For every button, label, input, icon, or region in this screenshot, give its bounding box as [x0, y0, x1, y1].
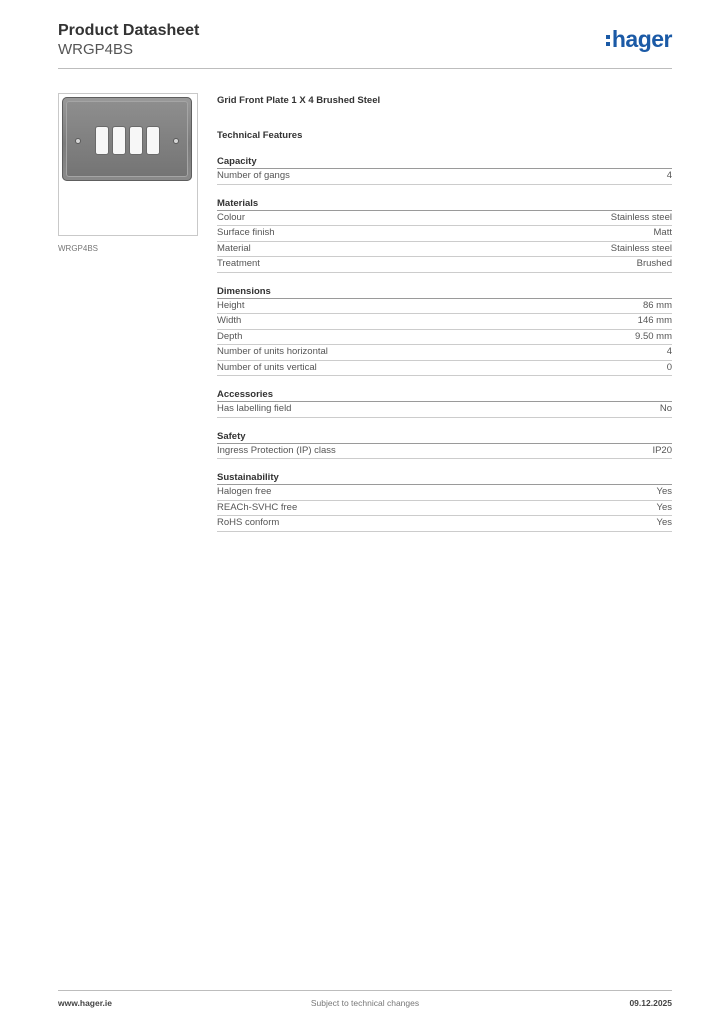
spec-label: Colour: [217, 211, 245, 223]
spec-value: Yes: [656, 486, 672, 497]
page-header: [58, 22, 672, 68]
footer-notice: Subject to technical changes: [310, 998, 420, 1008]
section-title: Sustainability: [217, 471, 672, 485]
section-title: Accessories: [217, 388, 672, 402]
header-divider: [58, 68, 672, 69]
screw-right-icon: [173, 138, 179, 144]
footer-website-link[interactable]: www.hager.ie: [58, 998, 113, 1008]
spec-row: [217, 299, 672, 315]
gang-opening: [95, 126, 109, 155]
front-plate-graphic: [62, 97, 192, 181]
spec-row: [217, 242, 672, 258]
gang-opening: [129, 126, 143, 155]
footer-date: 09.12.2025: [629, 998, 672, 1008]
logo-wordmark: hager: [611, 26, 672, 52]
spec-row: [217, 516, 672, 532]
spec-value: 9.50 mm: [635, 330, 672, 342]
spec-value: 86 mm: [642, 299, 672, 311]
spec-value: 4: [666, 170, 672, 181]
section-title: Capacity: [217, 155, 672, 169]
spec-section: [217, 471, 672, 532]
spec-value: No: [659, 403, 672, 414]
spec-label: Ingress Protection (IP) class: [217, 444, 336, 456]
gang-opening: [112, 126, 126, 155]
product-name: Grid Front Plate 1 X 4 Brushed Steel: [217, 95, 381, 106]
spec-label: RoHS conform: [217, 517, 280, 528]
spec-value: Matt: [653, 227, 672, 238]
spec-value: Brushed: [636, 258, 672, 269]
spec-row: [217, 501, 672, 517]
spec-row: [217, 402, 672, 418]
spec-label: Material: [217, 242, 251, 254]
spec-row: [217, 485, 672, 501]
spec-sections: [217, 155, 672, 532]
spec-value: IP20: [652, 444, 672, 456]
spec-row: [217, 211, 672, 227]
spec-label: Height: [217, 299, 245, 311]
spec-label: Number of units vertical: [217, 361, 317, 373]
logo-colon-icon: [606, 31, 611, 49]
spec-value: 4: [666, 346, 672, 357]
spec-label: Surface finish: [217, 227, 275, 238]
spec-content: [217, 94, 672, 532]
spec-section: [217, 155, 672, 185]
spec-section: [217, 388, 672, 418]
spec-row: [217, 330, 672, 346]
spec-section: [217, 285, 672, 377]
spec-label: Number of gangs: [217, 170, 290, 181]
spec-value: Yes: [656, 517, 672, 528]
gang-opening: [146, 126, 160, 155]
spec-row: [217, 226, 672, 242]
section-title: Safety: [217, 430, 672, 444]
spec-value: Stainless steel: [610, 211, 672, 223]
spec-row: [217, 361, 672, 377]
spec-row: [217, 444, 672, 460]
section-title: Materials: [217, 197, 672, 211]
product-code: WRGP4BS: [58, 41, 134, 58]
spec-row: [217, 314, 672, 330]
spec-row: [217, 345, 672, 361]
document-title: Product Datasheet: [58, 22, 200, 39]
spec-label: Has labelling field: [217, 403, 292, 414]
plate-face: [66, 101, 188, 177]
spec-row: [217, 257, 672, 273]
footer-divider: [58, 990, 672, 991]
image-caption: WRGP4BS: [58, 244, 99, 253]
section-title: Dimensions: [217, 285, 672, 299]
spec-label: Halogen free: [217, 486, 272, 497]
hager-logo: [606, 26, 672, 52]
spec-value: Yes: [656, 501, 672, 513]
screw-left-icon: [75, 138, 81, 144]
spec-label: Width: [217, 315, 242, 326]
spec-label: Number of units horizontal: [217, 346, 328, 357]
spec-row: [217, 169, 672, 185]
spec-label: Depth: [217, 330, 243, 342]
spec-label: REACh-SVHC free: [217, 501, 298, 513]
spec-label: Treatment: [217, 258, 260, 269]
spec-section: [217, 430, 672, 460]
spec-value: 146 mm: [637, 315, 672, 326]
product-image: [58, 93, 198, 236]
technical-features-heading: Technical Features: [217, 130, 303, 141]
spec-section: [217, 197, 672, 273]
spec-value: Stainless steel: [610, 242, 672, 254]
spec-value: 0: [666, 361, 672, 373]
